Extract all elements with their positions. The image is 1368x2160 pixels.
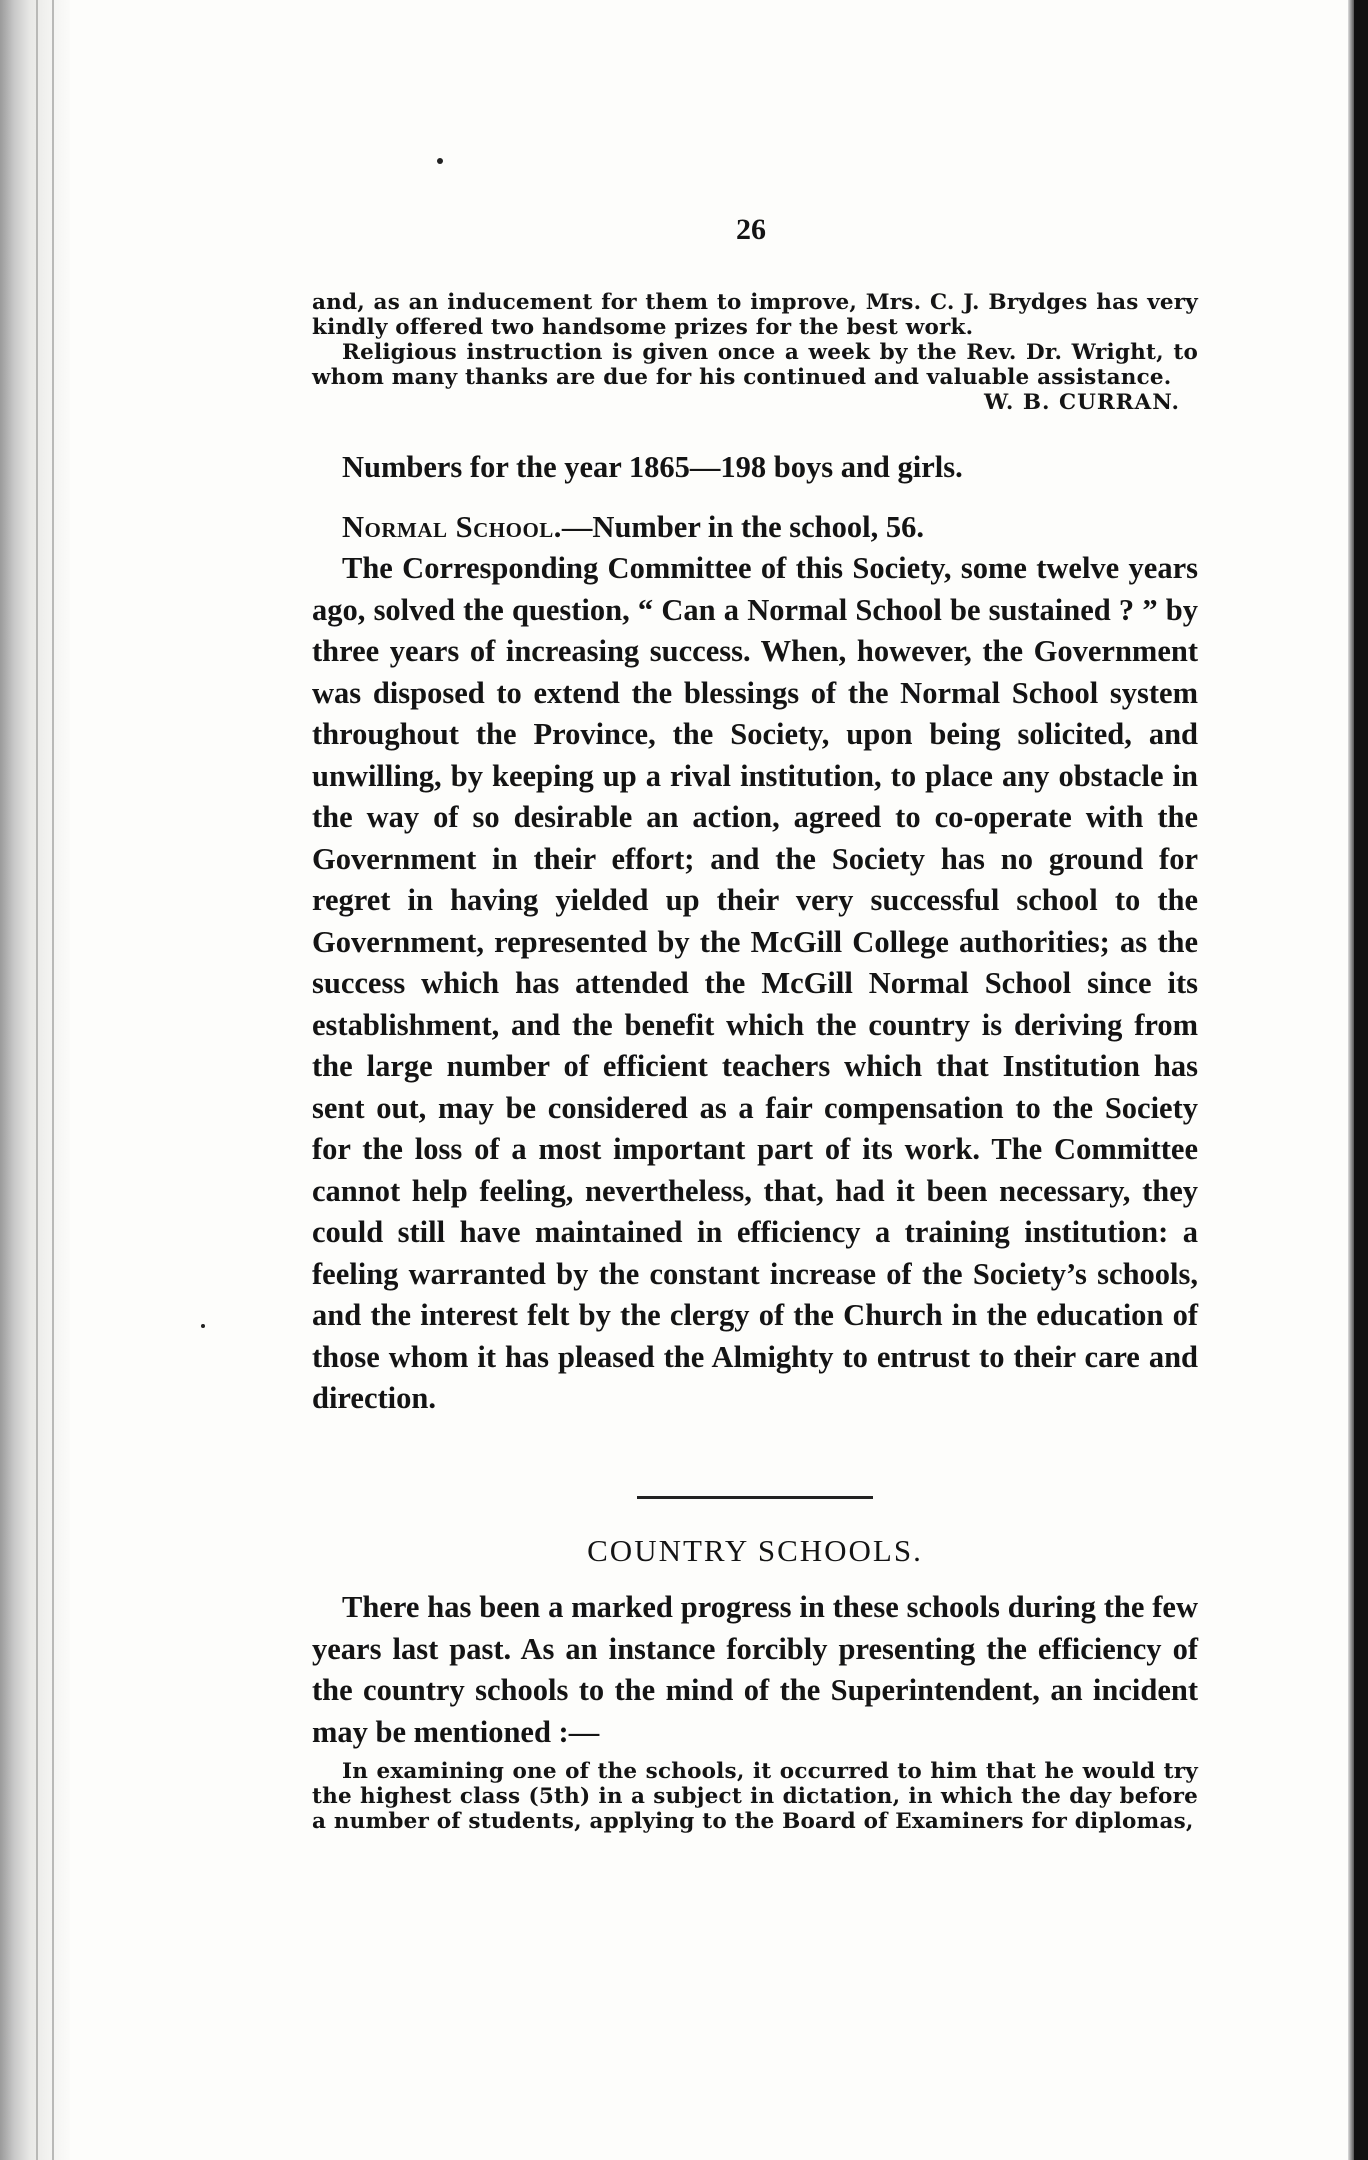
religious-instruction-text: Religious instruction is given once a week by the Rev. Dr. Wright, to whom many thanks are due for his continued and valuable assistance. [312, 340, 1198, 390]
continuation-text: and, as an inducement for them to improve, Mrs. C. J. Brydges has very kindly offered two handsome prizes for the best work. [312, 290, 1198, 340]
section-divider [637, 1496, 873, 1499]
country-schools-section [312, 1496, 1198, 1834]
country-schools-paragraph: There has been a marked progress in these schools during the few years last past. As an instance forcibly presenting the efficiency of the country schools to the mind of the Superintendent, an incident may be mentioned :— [312, 1590, 1198, 1749]
page-number: 26 [736, 213, 766, 246]
gutter-line [52, 0, 54, 2160]
ink-speck [437, 158, 443, 164]
committee-paragraph: The Corresponding Committee of this Society, some twelve years ago, solved the question, “ Can a Normal School be sustained ? ” by three years of increasing success. When, however, the Government was disposed to extend the blessings of the Normal School system throughout the Province, the Society, upon being solicited, and unwilling, by keeping up a rival institution, to place any obstacle in the way of so desirable an action, agreed to co-operate with the Government in their effort; and the Society has no ground for regret in having yielded up their very successful school to the Government, represented by the McGill College authorities; as the success which has attended the McGill Normal School since its establishment, and the benefit which the country is deriving from the large number of efficient teachers which that Institution has sent out, may be considered as a fair compensation to the Society for the loss of a most important part of its work. The Committee cannot help feeling, nevertheless, that, had it been necessary, they could still have maintained in efficiency a training institution: a feeling warranted by the constant increase of the Society’s schools, and the interest felt by the clergy of the Church in the education of those whom it has pleased the Almighty to entrust to their care and direction. [312, 551, 1198, 1415]
numbers-paragraph: Numbers for the year 1865—198 boys and girls. [342, 450, 963, 484]
gutter-line [36, 0, 38, 2160]
normal-school-paragraph [312, 507, 1198, 549]
examination-paragraph: In examining one of the schools, it occurred to him that he would try the highest class (5th) in a subject in dictation, in which the day before a number of students, applying to the Board of Examiners for diplomas, [312, 1759, 1198, 1834]
continuation-section [312, 290, 1198, 415]
page-edge [1354, 0, 1368, 2160]
section-heading: COUNTRY SCHOOLS. [587, 1533, 923, 1568]
normal-school-lead: Normal School. [342, 509, 562, 544]
main-section [312, 447, 1198, 1420]
ink-speck [201, 1324, 205, 1328]
normal-school-count: —Number in the school, 56. [561, 509, 924, 544]
book-gutter [0, 0, 70, 2160]
signature: W. B. CURRAN. [984, 390, 1180, 415]
